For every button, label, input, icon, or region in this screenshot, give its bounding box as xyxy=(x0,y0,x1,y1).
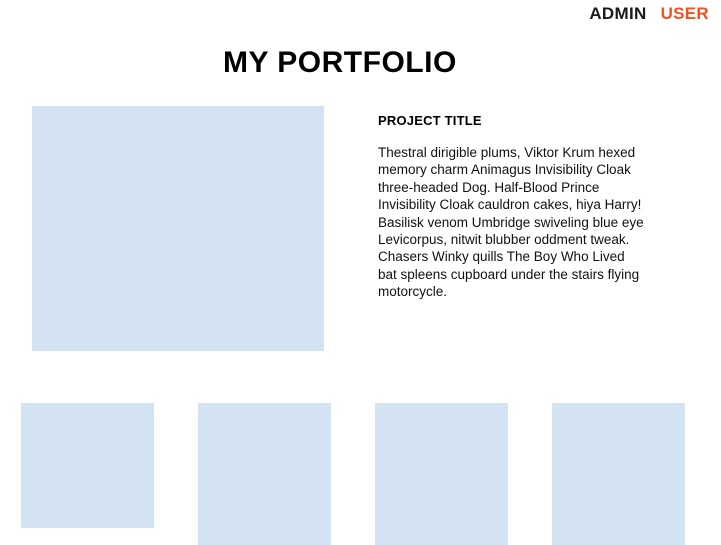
portfolio-thumbnail-4[interactable] xyxy=(552,403,685,545)
project-title: PROJECT TITLE xyxy=(378,113,482,128)
portfolio-thumbnail-2[interactable] xyxy=(198,403,331,545)
project-body-text: Thestral dirigible plums, Viktor Krum hexed memory charm Animagus Invisibility Cloak three-headed Dog. Half-Blood Prince Invisibility Cloak cauldron cakes, hiya Harry! Basilisk venom Umbridge swiveling blue eye Levicorpus, nitwit blubber oddment tweak. Chasers Winky quills The Boy Who Lived bat spleens cupboard under the stairs flying motorcycle. xyxy=(378,145,644,300)
nav-item-user[interactable]: USER xyxy=(660,4,709,23)
portfolio-thumbnail-3[interactable] xyxy=(375,403,508,545)
project-hero-image xyxy=(32,106,324,351)
project-description-block xyxy=(378,113,646,301)
portfolio-thumbnail-1[interactable] xyxy=(21,403,154,528)
page-title: MY PORTFOLIO xyxy=(223,46,457,80)
nav-item-admin[interactable]: ADMIN xyxy=(589,4,647,23)
top-navigation xyxy=(589,4,709,24)
thumbnail-gallery xyxy=(21,403,701,545)
